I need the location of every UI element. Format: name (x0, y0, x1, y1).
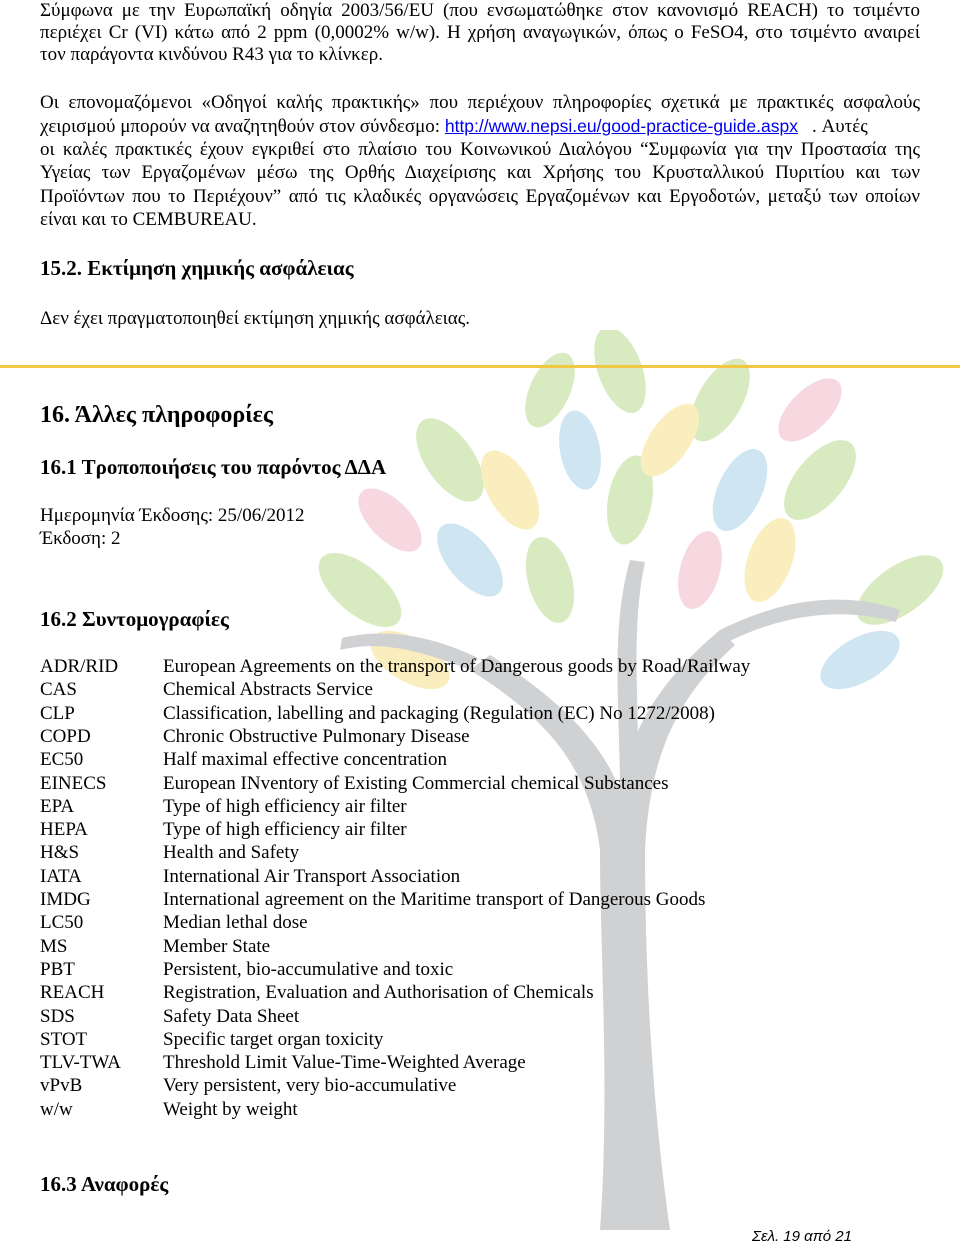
abbreviation-term: LC50 (40, 912, 84, 934)
intro-text: περιέχει Cr (VI) κάτω από 2 ppm (0,0002% w/w). Η χρήση αναγωγικών, όπως ο FeSO4, στο τσιμέντο αναιρεί (40, 22, 920, 43)
abbreviation-term: PBT (40, 958, 75, 980)
abbreviation-term: CAS (40, 679, 77, 701)
abbreviation-term: EINECS (40, 772, 107, 794)
abbreviation-definition: European INventory of Existing Commercial chemical Substances (163, 772, 669, 794)
issue-date: Ημερομηνία Έκδοσης: 25/06/2012 (40, 505, 305, 526)
guides-text: χειρισμού μπορούν να αναζητηθούν στον σύνδεσμο: (40, 116, 445, 137)
guides-text: Οι επονομαζόμενοι «Οδηγοί καλής πρακτικής» που περιέχουν πληροφορίες σχετικά με πρακτικές ασφαλούς (40, 92, 920, 113)
abbreviation-definition: Median lethal dose (163, 912, 308, 934)
abbreviation-term: EC50 (40, 749, 84, 771)
page-number: Σελ. 19 από 21 (752, 1228, 852, 1245)
guides-paragraph-line (40, 115, 868, 138)
abbreviation-definition: Weight by weight (163, 1098, 298, 1120)
abbreviation-definition: Very persistent, very bio-accumulative (163, 1075, 457, 1097)
abbreviation-definition: Member State (163, 935, 271, 957)
abbreviation-definition: International agreement on the Maritime transport of Dangerous Goods (163, 889, 706, 910)
guides-text: Υγείας των Εργαζομένων μέσω της Ορθής Διαχείρισης και Χρήσης του Κρυσταλλικού Πυριτίου και των (40, 162, 920, 183)
section-15-2-text: Δεν έχει πραγματοποιηθεί εκτίμηση χημικής ασφάλειας. (40, 308, 471, 329)
guides-paragraph-line (40, 186, 920, 208)
nepsi-link[interactable]: http://www.nepsi.eu/good-practice-guide.aspx (444, 116, 798, 136)
abbreviation-term: ADR/RID (40, 656, 119, 677)
abbreviation-term: CLP (40, 702, 75, 724)
abbreviation-definition: European Agreements on the transport of Dangerous goods by Road/Railway (163, 656, 751, 677)
abbreviation-definition: International Air Transport Association (163, 865, 461, 887)
section-16-heading: 16. Άλλες πληροφορίες (40, 402, 274, 428)
abbreviation-definition: Type of high efficiency air filter (163, 795, 407, 817)
abbreviation-term: REACH (40, 982, 105, 1004)
section-16-3-heading: 16.3 Αναφορές (40, 1172, 169, 1196)
abbreviation-term: EPA (40, 795, 75, 817)
guides-text: Προϊόντων που το Περιέχουν” από τις κλαδικές οργανώσεις Εργαζομένων και Εργοδοτών, μεταξύ των οποίων (40, 186, 920, 207)
intro-paragraph-line (40, 44, 383, 66)
abbreviation-term: IMDG (40, 889, 91, 910)
abbreviation-definition: Threshold Limit Value-Time-Weighted Average (163, 1052, 526, 1074)
guides-text: οι καλές πρακτικές έχουν εγκριθεί στο πλαίσιο του Κοινωνικού Διαλόγου “Συμφωνία για την Προστασία της (40, 139, 920, 160)
abbreviation-definition: Persistent, bio-accumulative and toxic (163, 958, 454, 980)
abbreviation-term: COPD (40, 725, 91, 747)
abbreviation-term: STOT (40, 1028, 88, 1050)
abbreviation-term: SDS (40, 1005, 75, 1027)
abbreviation-definition: Classification, labelling and packaging (Regulation (EC) No 1272/2008) (163, 702, 715, 724)
abbreviation-term: IATA (40, 865, 82, 887)
abbreviation-definition: Chemical Abstracts Service (163, 679, 373, 701)
abbreviation-definition: Specific target organ toxicity (163, 1028, 384, 1050)
abbreviation-term: vPvB (40, 1075, 83, 1097)
abbreviation-term: w/w (40, 1098, 73, 1120)
abbreviation-term: HEPA (40, 819, 88, 841)
abbreviation-term: TLV-TWA (40, 1052, 121, 1074)
abbreviation-definition: Registration, Evaluation and Authorisation of Chemicals (163, 982, 594, 1004)
guides-paragraph-line (40, 139, 920, 161)
abbreviation-definition: Type of high efficiency air filter (163, 819, 407, 841)
intro-text: τον παράγοντα κινδύνου R43 για το κλίνκερ. (40, 44, 383, 65)
intro-paragraph-line (40, 22, 920, 44)
guides-text: είναι και το CEMBUREAU. (40, 209, 257, 230)
version: Έκδοση: 2 (40, 528, 121, 549)
intro-text: Σύμφωνα με την Ευρωπαϊκή οδηγία 2003/56/EU (που ενσωματώθηκε στον κανονισμό REACH) το τσιμέντο (40, 0, 920, 21)
abbreviation-definition: Health and Safety (163, 842, 300, 864)
guides-paragraph-line (40, 92, 920, 114)
abbreviation-definition: Chronic Obstructive Pulmonary Disease (163, 725, 470, 747)
section-16-1-heading-text: 16.1 Τροποποιήσεις του παρόντος ΔΔΑ (40, 455, 387, 479)
intro-paragraph-line (40, 0, 920, 22)
abbreviation-term: MS (40, 935, 68, 957)
abbreviation-definition: Safety Data Sheet (163, 1005, 300, 1027)
guides-paragraph-line (40, 209, 257, 231)
abbreviation-term: H&S (40, 842, 80, 864)
section-16-2-heading: 16.2 Συντομογραφίες (40, 607, 229, 631)
guides-paragraph-line (40, 162, 920, 184)
section-15-2-heading: 15.2. Εκτίμηση χημικής ασφάλειας (40, 256, 354, 280)
guides-text: . Αυτές (811, 116, 868, 137)
divider (0, 365, 960, 368)
abbreviation-definition: Half maximal effective concentration (163, 749, 447, 771)
section-16-1-heading (40, 455, 386, 480)
